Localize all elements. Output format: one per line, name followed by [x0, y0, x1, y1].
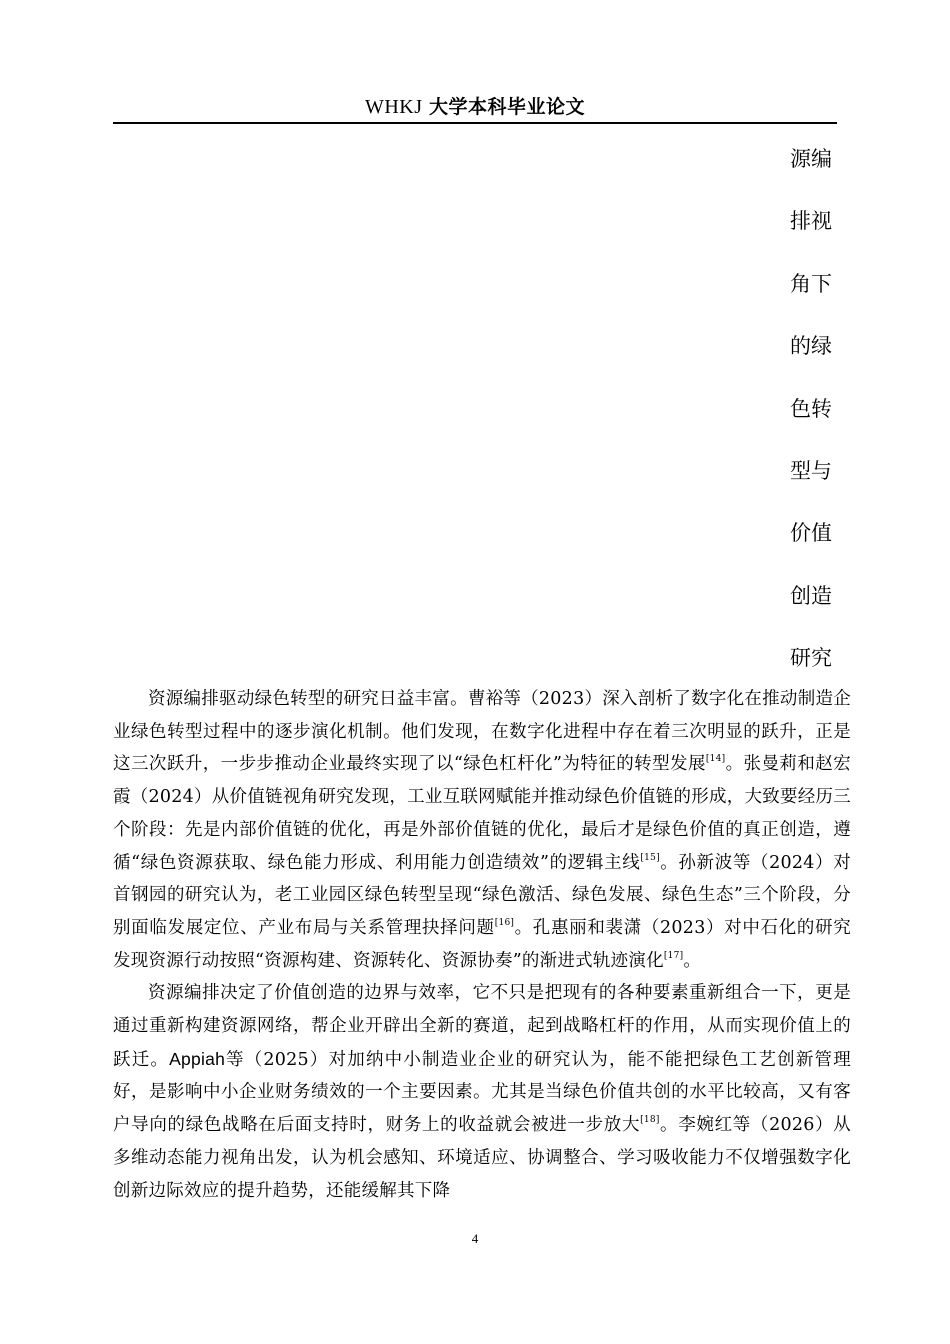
citation-marker: [16]: [494, 917, 515, 928]
running-header: [113, 92, 837, 122]
section-title-fragment: 创造: [790, 583, 832, 608]
citation-marker: [14]: [705, 754, 726, 765]
paragraph-text: 。孔惠丽和裴潇（2023）对中石化的研究发现资源行动按照“资源构建、资源转化、资源协奏”的渐进式轨迹演化: [113, 917, 851, 971]
section-title-fragment: 型与: [790, 458, 832, 483]
page-number: 4: [471, 1231, 479, 1246]
body-paragraph: [113, 683, 851, 977]
paragraph-text: 等（2025）对加纳中小制造业企业的研究认为，能不能把绿色工艺创新管理好，是影响中小企业财务绩效的一个主要因素。尤其是当绿色价值共创的水平比较高，又有客户导向的绿色战略在后面支持时，财务上的收益就会被进一步放大: [113, 1049, 851, 1136]
section-title-fragment: 色转: [790, 396, 832, 421]
citation-marker: [18]: [640, 1115, 660, 1126]
header-latin-prefix: WHKJ: [364, 96, 423, 118]
section-title-fragment: 的绿: [790, 334, 832, 359]
citation-marker: [15]: [640, 852, 660, 863]
section-title-fragment: 价值: [790, 521, 832, 546]
section-title-fragment: 角下: [790, 271, 832, 296]
section-title-fragment: 源编: [790, 147, 832, 171]
paragraph-text: Appiah: [169, 1048, 226, 1069]
header-title: 大学本科毕业论文: [429, 96, 586, 118]
paragraph-text: 。张曼莉和赵宏霞（2024）从价值链视角研究发现，工业互联网赋能并推动绿色价值链的形成，大致要经历三个阶段：先是内部价值链的优化，再是外部价值链的优化，最后才是绿色价值的真正创造，遵循“绿色资源获取、绿色能力形成、利用能力创造绩效”的逻辑主线: [113, 754, 852, 873]
paragraph-text: 。李婉红等（2026）从多维动态能力视角出发，认为机会感知、环境适应、协调整合、学习吸收能力不仅增强数字化创新边际效应的提升趋势，还能缓解其下降: [113, 1115, 852, 1201]
paragraph-text: 资源编排决定了价值创造的边界与效率，它不只是把现有的各种要素重新组合一下，更是通过重新构建资源网络，帮企业开辟出全新的赛道，起到战略杠杆的作用，从而实现价值上的跃迁。: [113, 983, 851, 1070]
citation-marker: [17]: [663, 950, 684, 961]
section-title-vertical: [790, 141, 850, 703]
header-rule: [113, 122, 837, 124]
paragraph-text: 。: [683, 950, 702, 971]
body-text: [113, 683, 851, 1207]
body-paragraph: [113, 977, 851, 1207]
paragraph-text: 资源编排驱动绿色转型的研究日益丰富。曹裕等（2023）深入剖析了数字化在推动制造企业绿色转型过程中的逐步演化机制。他们发现，在数字化进程中存在着三次明显的跃升，正是这三次跃升，一步步推动企业最终实现了以“绿色杠杆化”为特征的转型发展: [113, 689, 851, 775]
section-title-fragment: 研究: [790, 646, 832, 671]
paragraph-text: 。孙新波等（2024）对首钢园的研究认为，老工业园区绿色转型呈现“绿色激活、绿色发展、绿色生态”三个阶段，分别面临发展定位、产业布局与关系管理抉择问题: [113, 852, 851, 938]
section-title-fragment: 排视: [790, 209, 832, 234]
